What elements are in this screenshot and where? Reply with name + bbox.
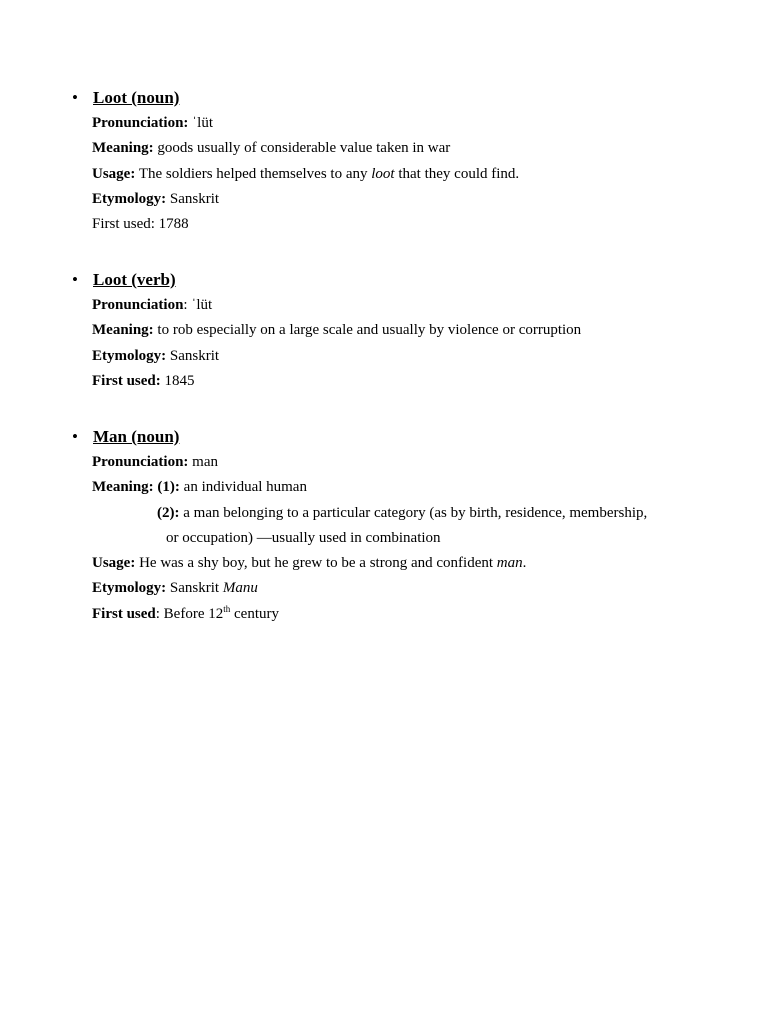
meaning-line [0, 318, 768, 343]
first-used-superscript: th [223, 603, 231, 614]
etymology-value: Sanskrit [169, 190, 220, 207]
headword: Loot (noun) [93, 88, 180, 107]
etymology-line [0, 187, 768, 212]
usage-text: The soldiers helped themselves to any [138, 165, 368, 182]
meaning-label: Meaning: [92, 322, 154, 339]
meaning-value-1: an individual human [183, 479, 307, 496]
pronunciation-value: : ˈlüt [183, 297, 213, 313]
usage-line [0, 162, 768, 187]
entry-loot-noun [0, 86, 768, 237]
first-used-value-end: century [234, 605, 279, 622]
meaning-value-2: a man belonging to a particular category (as by birth, residence, membership, [183, 504, 648, 521]
etymology-label: Etymology: [92, 190, 167, 207]
meaning-line [0, 475, 768, 500]
etymology-value: Sanskrit [169, 580, 220, 597]
usage-text: He was a shy boy, but he grew to be a strong and confident [139, 555, 494, 572]
usage-text-end: that they could find. [398, 165, 520, 182]
usage-line [0, 551, 768, 576]
first-used-value: : Before 12 [155, 605, 224, 622]
entry-man-noun [0, 425, 768, 627]
usage-emphasis: loot [371, 165, 395, 182]
meaning-2-continuation [0, 526, 768, 551]
first-used-line [0, 212, 768, 237]
meaning-2-line [0, 501, 768, 526]
first-used-line [0, 369, 768, 394]
usage-emphasis: man [496, 555, 523, 572]
meaning-line [0, 136, 768, 161]
meaning-value: goods usually of considerable value taken in war [157, 140, 451, 157]
etymology-value: Sanskrit [169, 347, 220, 364]
pronunciation-label: Pronunciation [92, 297, 184, 313]
pronunciation-line [0, 111, 768, 136]
headword: Loot (verb) [93, 270, 176, 289]
pronunciation-value: ˈlüt [192, 115, 213, 131]
first-used-label: First used: [92, 372, 161, 389]
meaning-label: Meaning: (1): [92, 479, 180, 496]
first-used-line [0, 602, 768, 627]
etymology-label: Etymology: [92, 580, 167, 597]
bullet-icon: • [72, 427, 78, 446]
first-used-value: 1845 [164, 372, 195, 389]
usage-label: Usage: [92, 165, 136, 182]
pronunciation-line [0, 450, 768, 475]
usage-text-end: . [522, 555, 527, 572]
pronunciation-value: man [192, 454, 218, 470]
pronunciation-label: Pronunciation: [92, 115, 189, 131]
first-used-label: First used [92, 605, 156, 622]
entry-loot-verb [0, 268, 768, 394]
entry-heading [0, 425, 768, 450]
bullet-icon: • [72, 270, 78, 289]
entry-heading [0, 86, 768, 111]
pronunciation-label: Pronunciation: [92, 454, 189, 470]
entry-heading [0, 268, 768, 293]
etymology-line [0, 344, 768, 369]
meaning-label: Meaning: [92, 140, 154, 157]
etymology-emphasis: Manu [222, 580, 258, 597]
first-used-value: First used: 1788 [92, 216, 189, 233]
etymology-line [0, 576, 768, 601]
headword: Man (noun) [93, 427, 180, 446]
usage-label: Usage: [92, 555, 136, 572]
meaning-value-2-cont: or occupation) —usually used in combination [166, 529, 441, 546]
meaning-2-label: (2): [157, 504, 180, 521]
meaning-value: to rob especially on a large scale and usually by violence or corruption [157, 322, 582, 339]
bullet-icon: • [72, 88, 78, 107]
pronunciation-line [0, 293, 768, 318]
etymology-label: Etymology: [92, 347, 167, 364]
